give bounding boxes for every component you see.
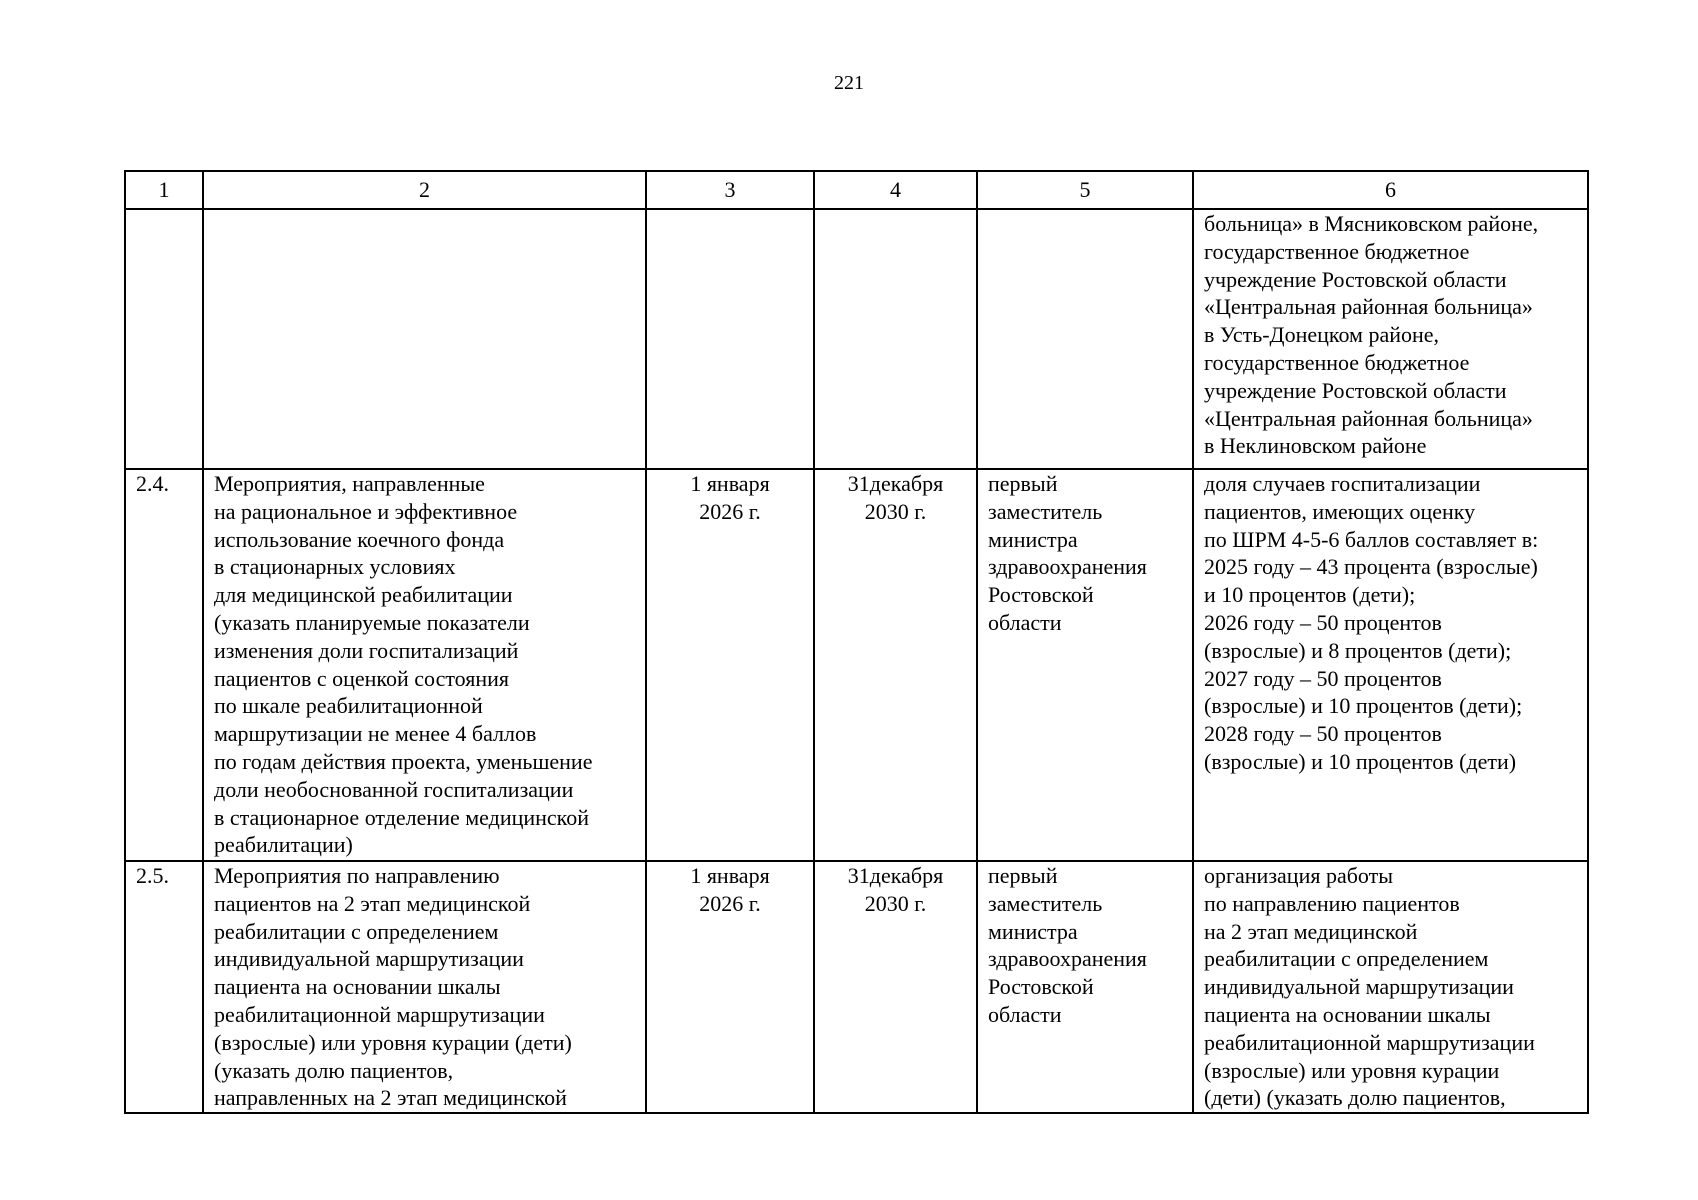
table-row <box>125 861 1588 1113</box>
start-date-cell: 1 января 2026 г. <box>646 469 814 861</box>
responsible-cell <box>977 209 1193 469</box>
header-cell: 4 <box>814 171 977 209</box>
end-date-cell <box>814 209 977 469</box>
row-number <box>125 209 203 469</box>
result-cell: больница» в Мясниковском районе, государственное бюджетное учреждение Ростовской области «Центральная районная больница» в Усть-Донецком районе, государственное бюджетное учреждение Ростовской области «Центральная районная больница» в Неклиновском районе <box>1193 209 1588 469</box>
table-header-row <box>125 171 1588 209</box>
header-cell: 2 <box>203 171 646 209</box>
header-cell: 5 <box>977 171 1193 209</box>
table-row <box>125 469 1588 861</box>
measure-cell <box>203 209 646 469</box>
end-date-cell: 31декабря 2030 г. <box>814 469 977 861</box>
header-cell: 1 <box>125 171 203 209</box>
row-number: 2.4. <box>125 469 203 861</box>
row-number: 2.5. <box>125 861 203 1113</box>
responsible-cell: первый заместитель министра здравоохранения Ростовской области <box>977 469 1193 861</box>
start-date-cell: 1 января 2026 г. <box>646 861 814 1113</box>
responsible-cell: первый заместитель министра здравоохранения Ростовской области <box>977 861 1193 1113</box>
table-row <box>125 209 1588 469</box>
header-cell: 6 <box>1193 171 1588 209</box>
result-cell: организация работы по направлению пациентов на 2 этап медицинской реабилитации с определением индивидуальной маршрутизации пациента на основании шкалы реабилитационной маршрутизации (взрослые) или уровня курации (дети) (указать долю пациентов, <box>1193 861 1588 1113</box>
header-cell: 3 <box>646 171 814 209</box>
start-date-cell <box>646 209 814 469</box>
result-cell: доля случаев госпитализации пациентов, имеющих оценку по ШРМ 4-5-6 баллов составляет в: 2025 году – 43 процента (взрослые) и 10 процентов (дети); 2026 году – 50 процентов (взрослые) и 8 процентов (дети); 2027 году – 50 процентов (взрослые) и 10 процентов (дети); 2028 году – 50 процентов (взрослые) и 10 процентов (дети) <box>1193 469 1588 861</box>
end-date-cell: 31декабря 2030 г. <box>814 861 977 1113</box>
measure-cell: Мероприятия по направлению пациентов на 2 этап медицинской реабилитации с определением индивидуальной маршрутизации пациента на основании шкалы реабилитационной маршрутизации (взрослые) или уровня курации (дети) (указать долю пациентов, направленных на 2 этап медицинской <box>203 861 646 1113</box>
page-number: 221 <box>834 72 864 94</box>
measures-table <box>124 170 1589 1114</box>
measure-cell: Мероприятия, направленные на рациональное и эффективное использование коечного фонда в стационарных условиях для медицинской реабилитации (указать планируемые показатели изменения доли госпитализаций пациентов с оценкой состояния по шкале реабилитационной маршрутизации не менее 4 баллов по годам действия проекта, уменьшение доли необоснованной госпитализации в стационарное отделение медицинской реабилитации) <box>203 469 646 861</box>
